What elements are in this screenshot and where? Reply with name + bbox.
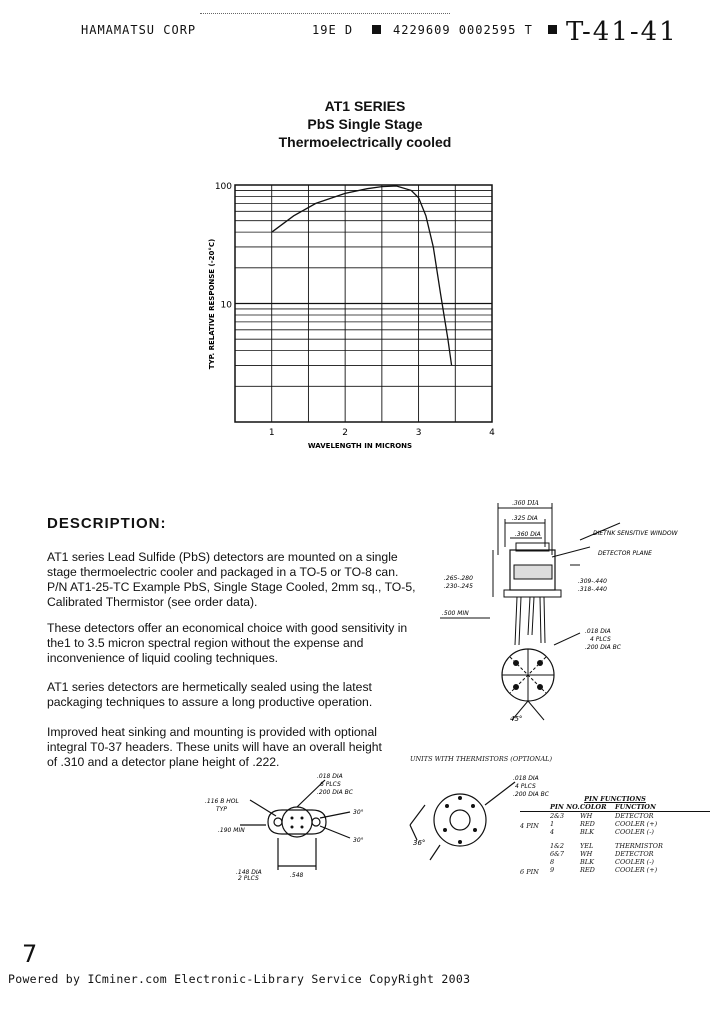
dim-label: .360 DIA bbox=[515, 531, 541, 538]
tab-dia-label: .148 DIA bbox=[236, 869, 262, 876]
pin-row bbox=[550, 828, 710, 836]
paragraph-1 bbox=[47, 550, 427, 610]
lead-length-label: .500 MIN bbox=[442, 610, 469, 617]
pin-cell: RED bbox=[580, 820, 595, 828]
header-code: 19E D bbox=[312, 23, 354, 37]
pin-row bbox=[550, 866, 710, 874]
pin-cell: BLK bbox=[580, 828, 594, 836]
p1-line: AT1 series Lead Sulfide (PbS) detectors are mounted on a single bbox=[47, 550, 398, 564]
pin-header-cell: FUNCTION bbox=[615, 803, 656, 811]
description-heading: DESCRIPTION: bbox=[47, 515, 167, 532]
mount-width-label: .190 MIN bbox=[218, 827, 245, 834]
pin-cell: DETECTOR bbox=[615, 812, 654, 820]
p1-line: Calibrated Thermistor (see order data). bbox=[47, 595, 258, 609]
footer-text: Powered by ICminer.com Electronic-Library Service CopyRight 2003 bbox=[8, 972, 471, 986]
p3-line: packaging techniques to assure a long productive operation. bbox=[47, 695, 373, 709]
pin-cell: DETECTOR bbox=[615, 850, 654, 858]
page-number: 7 bbox=[22, 940, 38, 968]
pin-cell: YEL bbox=[580, 842, 594, 850]
package-drawing bbox=[430, 495, 710, 730]
pin-header-cell: COLOR bbox=[580, 803, 607, 811]
pin-cell: WH bbox=[580, 812, 593, 820]
pin-cell: COOLER (+) bbox=[615, 866, 658, 874]
spacing-label: .548 bbox=[290, 872, 304, 879]
pin-cell: 2&3 bbox=[550, 812, 565, 820]
header-rule bbox=[200, 13, 450, 14]
pin-cell: COOLER (-) bbox=[615, 828, 654, 836]
pin-count-label: 4 PLCS bbox=[590, 636, 611, 643]
series-subtitle-2: Thermoelectrically cooled bbox=[278, 134, 452, 150]
x-axis-label: WAVELENGTH IN MICRONS bbox=[307, 442, 413, 450]
y-tick-labels bbox=[215, 182, 232, 311]
pin-cell: COOLER (-) bbox=[615, 858, 654, 866]
p1-line: P/N AT1-25-TC Example PbS, Single Stage Cooled, 2mm sq., TO-5, bbox=[47, 580, 416, 594]
bottom-bolt-circle: .200 DIA BC bbox=[513, 791, 549, 798]
plane-label: DETECTOR PLANE bbox=[598, 550, 652, 557]
pin-row bbox=[550, 858, 710, 866]
pin-cell: 9 bbox=[550, 866, 555, 874]
y-axis-label: TYP. RELATIVE RESPONSE (-20°C) bbox=[208, 238, 216, 370]
dim-label: .360 DIA bbox=[512, 500, 539, 507]
y-tick-label: 10 bbox=[220, 300, 232, 311]
pin-cell: 8 bbox=[550, 858, 555, 866]
p2-line: inconvenience of liquid cooling techniques. bbox=[47, 651, 279, 665]
p2-line: These detectors offer an economical choice with good sensitivity in bbox=[47, 621, 408, 635]
pin-row bbox=[550, 820, 710, 828]
series-subtitle: PbS Single Stage bbox=[307, 116, 423, 132]
paragraph-4 bbox=[47, 725, 427, 770]
bottom-pin-count: 4 PLCS bbox=[515, 783, 536, 790]
pin-row bbox=[550, 850, 710, 858]
pin-function-table bbox=[520, 795, 710, 874]
header-barcode-text: 4229609 0002595 T bbox=[393, 23, 533, 37]
pin-row bbox=[550, 812, 710, 820]
paragraph-2 bbox=[47, 621, 427, 666]
p3-line: AT1 series detectors are hermetically sealed using the latest bbox=[47, 680, 372, 694]
header-block-1 bbox=[372, 25, 381, 34]
pin-header-cell: PIN NO. bbox=[550, 803, 580, 811]
mount-hole-label: .116 B HOL bbox=[205, 798, 239, 805]
hdr-pin-dia: .018 DIA bbox=[317, 773, 343, 780]
pin-cell: 4 bbox=[550, 828, 555, 836]
mount-typ-label: TYP bbox=[216, 806, 227, 813]
header-mount-drawing bbox=[200, 770, 390, 880]
header-block-2 bbox=[548, 25, 557, 34]
pin-row bbox=[550, 842, 710, 850]
group-label: 6 PIN bbox=[520, 868, 539, 876]
x-tick-label: 4 bbox=[489, 428, 495, 438]
chart-grid bbox=[235, 185, 492, 422]
pin-cell: 1 bbox=[550, 820, 555, 828]
p4-line: Improved heat sinking and mounting is provided with optional bbox=[47, 725, 377, 739]
pin-cell: BLK bbox=[580, 858, 594, 866]
response-curve bbox=[272, 186, 452, 366]
series-title: AT1 SERIES bbox=[324, 98, 406, 114]
bottom-pin-dia: .018 DIA bbox=[513, 775, 539, 782]
x-tick-label: 3 bbox=[415, 428, 422, 438]
window-label: DIETNK SENSITIVE WINDOW bbox=[593, 530, 678, 537]
pin-cell: COOLER (+) bbox=[615, 820, 658, 828]
dim-label: .325 DIA bbox=[512, 515, 538, 522]
hdr-pin-count: 6 PLCS bbox=[320, 781, 341, 788]
angle-label: 45° bbox=[510, 715, 523, 723]
paragraph-3 bbox=[47, 680, 427, 710]
p1-line: stage thermoelectric cooler and packaged in a TO-5 or TO-8 can. bbox=[47, 565, 399, 579]
p2-line: the1 to 3.5 micron spectral region without the expense and bbox=[47, 636, 364, 650]
pin-cell: THERMISTOR bbox=[615, 842, 663, 850]
height-label: .309-.440 bbox=[578, 578, 607, 585]
hdr-bolt-circle: .200 DIA BC bbox=[317, 789, 353, 796]
bolt-circle-label: .200 DIA BC bbox=[585, 644, 621, 651]
y-tick-label: 100 bbox=[214, 182, 232, 192]
x-tick-label: 2 bbox=[342, 428, 349, 438]
angle36-label: 36° bbox=[413, 839, 426, 847]
height-label: .230-.245 bbox=[444, 583, 473, 590]
company-name: HAMAMATSU CORP bbox=[81, 23, 197, 37]
tab-plcs-label: 2 PLCS bbox=[238, 875, 259, 882]
thermistor-note: UNITS WITH THERMISTORS (OPTIONAL) bbox=[410, 755, 553, 763]
response-chart bbox=[190, 170, 520, 460]
pin-cell: 6&7 bbox=[550, 850, 565, 858]
x-tick-label: 1 bbox=[268, 428, 275, 438]
pin-table-title: PIN FUNCTIONS bbox=[584, 795, 646, 803]
pin-dia-label: .018 DIA bbox=[585, 628, 611, 635]
p4-line: of .310 and a detector plane height of .222. bbox=[47, 755, 280, 769]
handwritten-note: T-41-41 bbox=[566, 17, 678, 47]
pin-cell: 1&2 bbox=[550, 842, 565, 850]
pin-cell: WH bbox=[580, 850, 593, 858]
height-label: .265-.280 bbox=[444, 575, 473, 582]
pin-table-header bbox=[520, 803, 710, 812]
pin-cell: RED bbox=[580, 866, 595, 874]
angle30a-label: 30° bbox=[353, 809, 364, 816]
x-tick-labels bbox=[269, 428, 495, 438]
height-label: .318-.440 bbox=[578, 586, 607, 593]
angle30b-label: 30° bbox=[353, 837, 364, 844]
group-label: 4 PIN bbox=[520, 822, 539, 830]
p4-line: integral T0-37 headers. These units will have an overall height bbox=[47, 740, 382, 754]
